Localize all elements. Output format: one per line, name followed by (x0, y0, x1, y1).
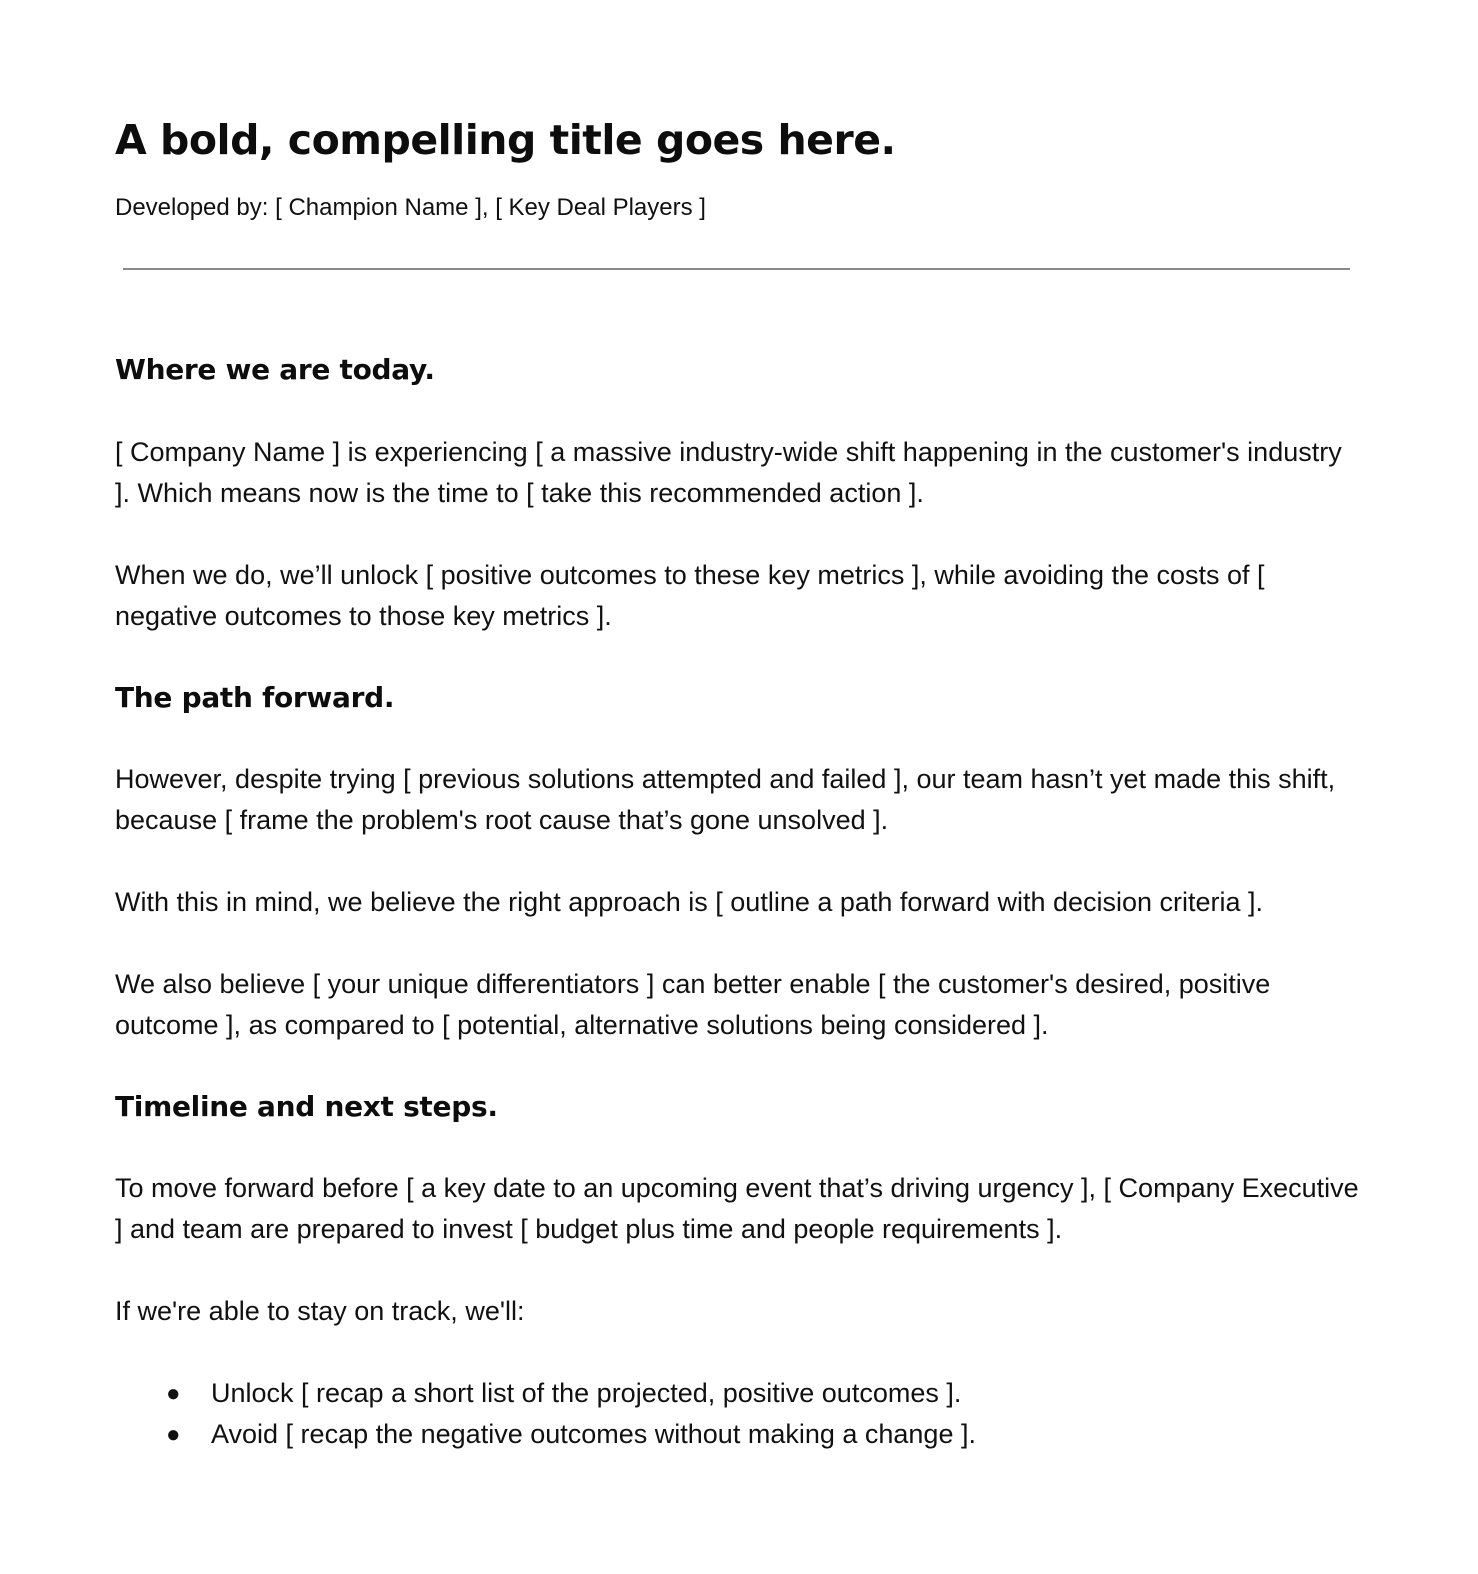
list-item-text: Unlock [ recap a short list of the projected, positive outcomes ]. (211, 1378, 962, 1408)
byline: Developed by: [ Champion Name ], [ Key Deal Players ] (115, 194, 706, 221)
section-heading-today: Where we are today. (115, 353, 435, 386)
paragraph: We also believe [ your unique differentiators ] can better enable [ the customer's desired, positive outcome ], as compared to [ potential, alternative solutions being considered ]. (115, 969, 1271, 1040)
bullet-icon: ● (166, 1421, 181, 1448)
section-heading-path-forward: The path forward. (115, 681, 395, 714)
list-item-text: Avoid [ recap the negative outcomes without making a change ]. (211, 1419, 976, 1449)
list-item (115, 1414, 1360, 1455)
section-heading-timeline: Timeline and next steps. (115, 1090, 498, 1123)
paragraph: With this in mind, we believe the right approach is [ outline a path forward with decision criteria ]. (115, 887, 1264, 917)
bullet-icon: ● (166, 1380, 181, 1407)
paragraph: When we do, we’ll unlock [ positive outcomes to these key metrics ], while avoiding the costs of [ negative outcomes to those key metrics ]. (115, 560, 1265, 631)
paragraph: [ Company Name ] is experiencing [ a massive industry-wide shift happening in the customer's industry ]. Which means now is the time to [ take this recommended action ]. (115, 437, 1342, 508)
document-title: A bold, compelling title goes here. (115, 116, 896, 164)
outcomes-list (115, 1373, 1360, 1455)
horizontal-divider (123, 268, 1350, 270)
list-item (115, 1373, 1360, 1414)
paragraph: If we're able to stay on track, we'll: (115, 1296, 525, 1326)
paragraph: To move forward before [ a key date to an upcoming event that’s driving urgency ], [ Company Executive ] and team are prepared to invest [ budget plus time and people requirements ]. (115, 1173, 1359, 1244)
paragraph: However, despite trying [ previous solutions attempted and failed ], our team hasn’t yet made this shift, because [ frame the problem's root cause that’s gone unsolved ]. (115, 764, 1336, 835)
